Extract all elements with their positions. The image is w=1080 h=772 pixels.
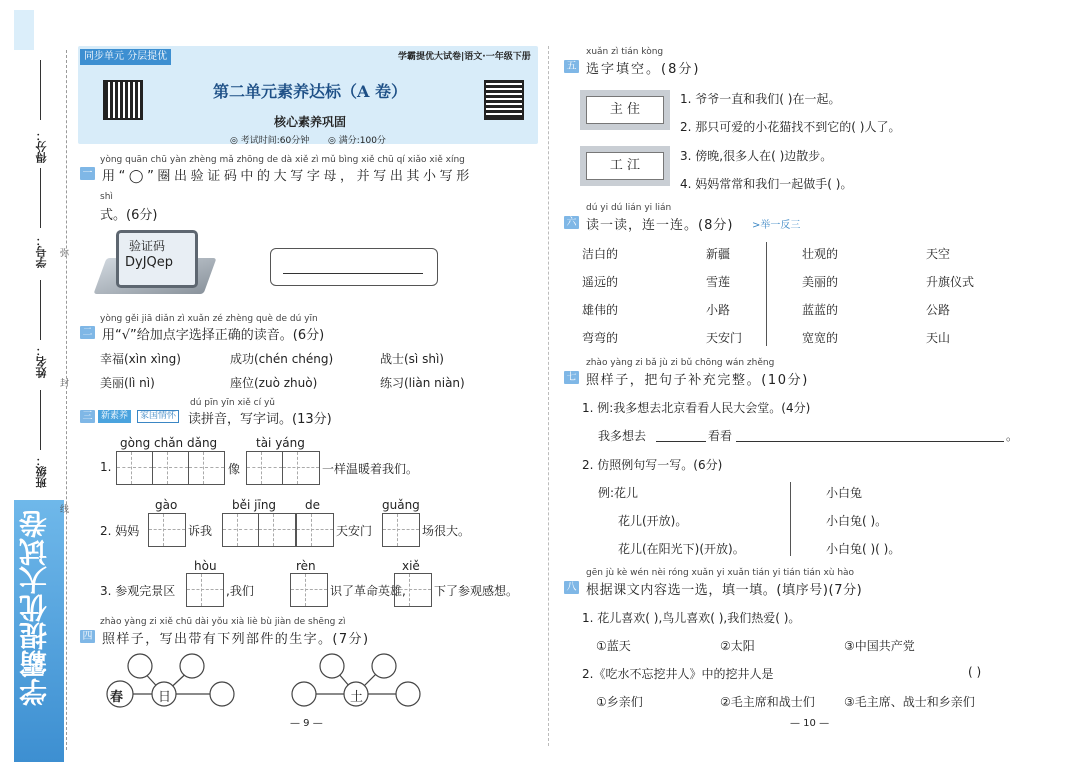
- q3-r1-mid: 像: [228, 462, 241, 476]
- q2-item-3[interactable]: 战士(sì shì): [380, 352, 444, 366]
- q7-s1-blank-2[interactable]: [736, 441, 1004, 442]
- q7-pinyin: zhào yàng zi bǎ jù zi bǔ chōng wán zhěng: [586, 358, 775, 368]
- full-score: ◎ 满分:100分: [328, 136, 386, 146]
- q3-r2-suffix: 场很大。: [422, 524, 471, 538]
- q6-right-b-4[interactable]: 天山: [926, 331, 951, 345]
- q7-s1-blank-1[interactable]: [656, 441, 706, 442]
- q3-r3-py3: xiě: [402, 559, 420, 573]
- q6-text: 读一读，连一连。(8分): [586, 218, 734, 233]
- spine-score-line: [40, 60, 41, 120]
- q6-tag-text: 举一反三: [760, 220, 801, 231]
- q2-item-5[interactable]: 座位(zuò zhuò): [230, 376, 318, 390]
- q6-left-b-3[interactable]: 小路: [706, 303, 731, 317]
- q2-number: 二: [80, 326, 95, 339]
- q7-ex-right-1[interactable]: 小白兔: [826, 486, 863, 500]
- q3-r2-py4: guǎng: [382, 498, 420, 512]
- q8-s1-opt-2: ②太阳: [720, 639, 755, 653]
- q2-item-2[interactable]: 成功(chén chéng): [230, 352, 334, 366]
- q3-tag-family: 家国情怀: [137, 410, 179, 423]
- q6-left-a-1[interactable]: 洁白的: [582, 247, 619, 261]
- q3-text: 读拼音，写字词。(13分): [188, 412, 332, 427]
- spine-name: 姓名：: [35, 345, 48, 378]
- q6-pinyin: dú yi dú lián yi lián: [586, 203, 672, 213]
- q4-web-right: [284, 650, 434, 716]
- q7-ex-right-2[interactable]: 小白兔( )。: [826, 514, 888, 528]
- q3-pinyin: dú pīn yīn xiě cí yǔ: [190, 398, 276, 408]
- q6-right-b-3[interactable]: 公路: [926, 303, 951, 317]
- q3-r2-py1: gào: [155, 498, 178, 512]
- page-title: 第二单元素养达标（A 卷）: [213, 82, 407, 101]
- q5-box-2: [580, 146, 670, 186]
- q7-text: 照样子，把句子补充完整。(10分): [586, 373, 809, 388]
- q4-center-right: 土: [350, 690, 364, 705]
- q5-item-4[interactable]: 4. 妈妈常常和我们一起做手( )。: [680, 177, 853, 191]
- q3-r1-py2: tài yáng: [256, 436, 305, 450]
- q5-number: 五: [564, 60, 579, 73]
- q3-r1-py1: gòng chǎn dǎng: [120, 436, 218, 450]
- q7-ex-left-1: 例:花儿: [598, 486, 639, 500]
- q5-item-2[interactable]: 2. 那只可爱的小花猫找不到它的( )人了。: [680, 120, 901, 134]
- q2-item-1[interactable]: 幸福(xìn xìng): [100, 352, 181, 366]
- q3-r3-grid1[interactable]: [186, 573, 224, 607]
- qr-right: [484, 80, 524, 120]
- q8-s2-blank[interactable]: ( ): [968, 665, 982, 679]
- tablet-screen: [116, 230, 198, 288]
- q6-left-b-4[interactable]: 天安门: [706, 331, 743, 345]
- fold-xian: 线: [60, 505, 70, 515]
- q6-right-a-3[interactable]: 蓝蓝的: [802, 303, 839, 317]
- q8-s1-opt-3: ③中国共产党: [844, 639, 915, 653]
- q8-s2-opt-2: ②毛主席和战士们: [720, 695, 815, 709]
- q3-r1-prefix: 1.: [100, 460, 112, 474]
- q3-r2-prefix: 2. 妈妈: [100, 524, 140, 538]
- q4-example-left: 春: [110, 690, 124, 705]
- q6-right-b-2[interactable]: 升旗仪式: [926, 275, 975, 289]
- q6-right-a-4[interactable]: 宽宽的: [802, 331, 839, 345]
- q7-s1-line-b: 看看: [708, 429, 733, 443]
- q3-r3-prefix: 3. 参观完景区: [100, 584, 176, 598]
- page-divider: [548, 46, 549, 746]
- spine-score: 得分：: [35, 130, 48, 163]
- q1-answer-line: [283, 273, 423, 274]
- page-number-right: — 10 —: [790, 718, 830, 729]
- q2-pinyin: yòng gěi jiā diǎn zì xuǎn zé zhèng què de dú yīn: [100, 314, 318, 324]
- q8-s2: 2.《吃水不忘挖井人》中的挖井人是: [582, 667, 774, 681]
- q3-r2-mid2: 天安门: [336, 524, 373, 538]
- captcha-value: DyJQep: [125, 255, 174, 270]
- q8-s1[interactable]: 1. 花儿喜欢( ),鸟儿喜欢( ),我们热爱( )。: [582, 611, 801, 625]
- q6-right-b-1[interactable]: 天空: [926, 247, 951, 261]
- q7-ex-left-3: 花儿(在阳光下)(开放)。: [618, 542, 745, 556]
- q7-s1-line-a: 我多想去: [598, 429, 647, 443]
- q6-divider: [766, 242, 767, 346]
- q3-r3-grid2[interactable]: [290, 573, 328, 607]
- q5-item-1[interactable]: 1. 爷爷一直和我们( )在一起。: [680, 92, 841, 106]
- q4-center-left: 日: [158, 690, 172, 705]
- q6-right-a-2[interactable]: 美丽的: [802, 275, 839, 289]
- q5-box-2-text: 工 江: [586, 152, 664, 180]
- q1-pinyin: yòng quān chū yàn zhèng mǎ zhōng de dà xiě zì mǔ bìng xiě chū qí xiǎo xiě xíng: [100, 155, 465, 165]
- q3-r2-grid2[interactable]: [222, 513, 296, 547]
- q6-number: 六: [564, 216, 579, 229]
- q2-text: 用“√”给加点字选择正确的读音。(6分): [102, 328, 325, 343]
- q3-r3-py2: rèn: [296, 559, 316, 573]
- q6-left-b-1[interactable]: 新疆: [706, 247, 731, 261]
- q6-left-a-3[interactable]: 雄伟的: [582, 303, 619, 317]
- q1-number: 一: [80, 167, 95, 180]
- q1-text2: 式。(6分): [100, 208, 158, 223]
- q1-text: 用“◯”圈出验证码中的大写字母，并写出其小写形: [102, 169, 473, 184]
- page-subtitle: 核心素养巩固: [273, 115, 346, 129]
- q6-left-a-2[interactable]: 遥远的: [582, 275, 619, 289]
- qr-left: [103, 80, 143, 120]
- spine-class-line: [40, 390, 41, 450]
- fold-feng: 封: [60, 379, 70, 389]
- q3-r1-grid2[interactable]: [246, 451, 320, 485]
- q7-s1: 1. 例:我多想去北京看看人民大会堂。(4分): [582, 401, 811, 415]
- q8-pinyin: gēn jù kè wén nèi róng xuǎn yi xuǎn tián yi tián tián xù hào: [586, 568, 855, 578]
- q3-r2-py3: de: [305, 498, 320, 512]
- spine-student-no: 学号：: [35, 235, 48, 268]
- q4-pinyin: zhào yàng zi xiě chū dài yǒu xià liè bù jiàn de shēng zì: [100, 617, 346, 627]
- q7-ex-left-2: 花儿(开放)。: [618, 514, 688, 528]
- q8-s2-opt-1: ①乡亲们: [596, 695, 643, 709]
- page-number-left: — 9 —: [290, 718, 323, 729]
- q6-left-b-2[interactable]: 雪莲: [706, 275, 731, 289]
- q3-r2-mid1: 诉我: [188, 524, 213, 538]
- q3-tag-new: 新素养: [98, 410, 131, 423]
- q4-web-left: [96, 650, 256, 716]
- q3-r3-grid3[interactable]: [394, 573, 432, 607]
- q3-r2-grid3[interactable]: [296, 513, 334, 547]
- q7-divider: [790, 482, 791, 556]
- q6-left-a-4[interactable]: 弯弯的: [582, 331, 619, 345]
- spine-top-band: [14, 10, 34, 50]
- q2-item-4[interactable]: 美丽(lì nì): [100, 376, 155, 390]
- q5-box-1: [580, 90, 670, 130]
- spine-class: 班级：: [35, 455, 48, 488]
- spine-no-line: [40, 168, 41, 228]
- q6-tag: >举一反三: [752, 220, 801, 231]
- header-series: 学霸提优大试卷|语文·一年级下册: [398, 52, 531, 62]
- q2-item-6[interactable]: 练习(liàn niàn): [380, 376, 465, 390]
- spine-name-line: [40, 280, 41, 340]
- q3-r3-py1: hòu: [194, 559, 217, 573]
- q8-s1-opt-1: ①蓝天: [596, 639, 631, 653]
- q7-s2: 2. 仿照例句写一写。(6分): [582, 458, 723, 472]
- q5-box-1-text: 主 住: [586, 96, 664, 124]
- q6-right-a-1[interactable]: 壮观的: [802, 247, 839, 261]
- q3-r2-grid4[interactable]: [382, 513, 420, 547]
- q8-text: 根据课文内容选一选，填一填。(填序号)(7分): [586, 583, 863, 598]
- q8-number: 八: [564, 581, 579, 594]
- q8-s2-opt-3: ③毛主席、战士和乡亲们: [844, 695, 975, 709]
- q3-r3-mid1: ,我们: [226, 584, 254, 598]
- tablet-image: [100, 228, 210, 296]
- q1-answer-box[interactable]: [270, 248, 438, 286]
- q3-r3-suffix: 下了参观感想。: [434, 584, 519, 598]
- q3-number: 三: [80, 410, 95, 423]
- q7-ex-right-3[interactable]: 小白兔( )( )。: [826, 542, 901, 556]
- fold-mi: 弥: [60, 249, 70, 259]
- exam-time: ◎ 考试时间:60分钟: [230, 136, 310, 146]
- q7-s1-end: 。: [1006, 429, 1019, 443]
- q1-pinyin2: shì: [100, 192, 113, 202]
- q5-pinyin: xuǎn zì tián kòng: [586, 47, 664, 57]
- q3-r2-py2: běi jīng: [232, 498, 277, 512]
- q7-number: 七: [564, 371, 579, 384]
- q3-r2-grid1[interactable]: [148, 513, 186, 547]
- captcha-label: 验证码: [129, 239, 166, 253]
- q5-text: 选字填空。(8分): [586, 62, 701, 77]
- q5-item-3[interactable]: 3. 傍晚,很多人在( )边散步。: [680, 149, 833, 163]
- q4-number: 四: [80, 630, 95, 643]
- spine-brand: 学霸提优大试卷: [18, 510, 51, 706]
- spine: [0, 0, 68, 772]
- q4-text: 照样子，写出带有下列部件的生字。(7分): [102, 632, 370, 647]
- q3-r3-mid2: 识了革命英雄,: [330, 584, 406, 598]
- q3-r1-grid1[interactable]: [116, 451, 225, 485]
- fold-dashed-line: [66, 50, 67, 750]
- header-tag-left: 同步单元 分层提优: [80, 49, 171, 65]
- q3-r1-suffix: 一样温暖着我们。: [322, 462, 419, 476]
